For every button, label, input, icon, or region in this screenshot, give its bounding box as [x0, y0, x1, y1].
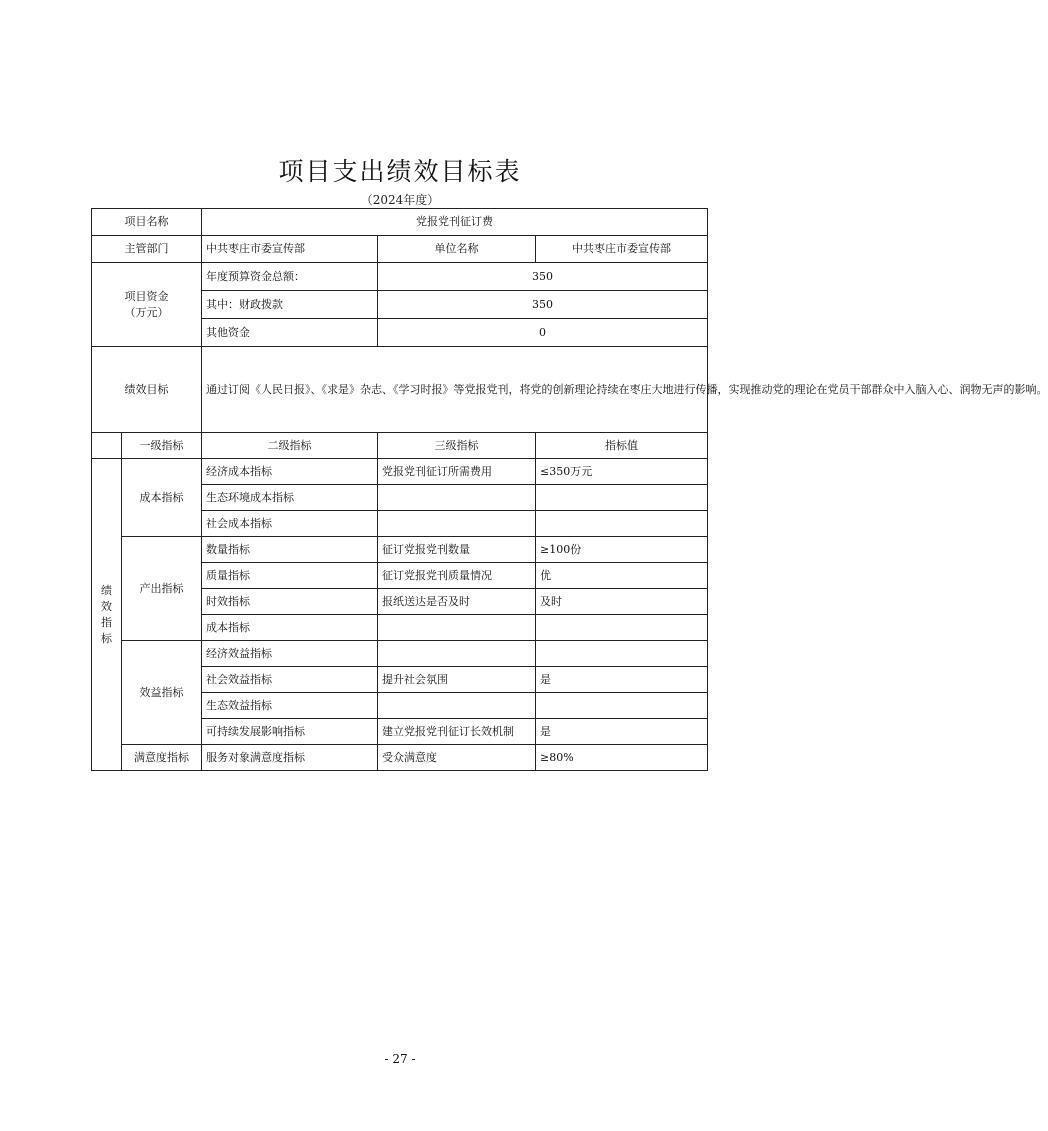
level2-header: 二级指标: [202, 433, 378, 459]
level2-cell: 可持续发展影响指标: [202, 719, 378, 745]
value-cell: [536, 615, 708, 641]
level2-cell: 生态环境成本指标: [202, 485, 378, 511]
value-cell: ≥100份: [536, 537, 708, 563]
level2-cell: 经济效益指标: [202, 641, 378, 667]
project-name-value: 党报党刊征订费: [202, 209, 708, 236]
level3-cell: 提升社会氛围: [378, 667, 536, 693]
indicator-row: [92, 745, 708, 771]
value-cell: [536, 693, 708, 719]
goal-label: 绩效目标: [92, 347, 202, 433]
indicator-row: [92, 537, 708, 563]
funds-total-label: 年度预算资金总额：: [202, 263, 378, 291]
dept-label: 主管部门: [92, 236, 202, 263]
value-cell: 是: [536, 719, 708, 745]
level2-cell: 社会效益指标: [202, 667, 378, 693]
page-title: 项目支出绩效目标表: [278, 157, 522, 186]
level3-cell: [378, 485, 536, 511]
level2-cell: 服务对象满意度指标: [202, 745, 378, 771]
goal-text: 通过订阅《人民日报》、《求是》杂志、《学习时报》等党报党刊，将党的创新理论持续在枣庄大地进行传播，实现推动党的理论在党员干部群众中入脑入心、润物无声的影响。: [202, 347, 708, 433]
value-cell: [536, 485, 708, 511]
value-header: 指标值: [536, 433, 708, 459]
level1-header: 一级指标: [122, 433, 202, 459]
funds-fiscal-value: 350: [378, 291, 708, 319]
value-cell: 及时: [536, 589, 708, 615]
level3-cell: 征订党报党刊质量情况: [378, 563, 536, 589]
value-cell: ≥80%: [536, 745, 708, 771]
page-number: - 27 -: [384, 1052, 416, 1066]
level3-cell: [378, 615, 536, 641]
level3-cell: [378, 511, 536, 537]
satisfaction-indicator-label: 满意度指标: [122, 745, 202, 771]
indicators-side-label: [92, 459, 122, 771]
project-name-row: [92, 209, 708, 236]
funds-label-line2: （万元）: [124, 305, 169, 319]
value-cell: [536, 641, 708, 667]
level2-cell: 生态效益指标: [202, 693, 378, 719]
funds-other-value: 0: [378, 319, 708, 347]
level2-cell: 时效指标: [202, 589, 378, 615]
level3-header: 三级指标: [378, 433, 536, 459]
unit-value: 中共枣庄市委宣传部: [536, 236, 708, 263]
funds-row: [92, 263, 708, 291]
level3-cell: 报纸送达是否及时: [378, 589, 536, 615]
value-cell: 是: [536, 667, 708, 693]
level2-cell: 经济成本指标: [202, 459, 378, 485]
dept-value: 中共枣庄市委宣传部: [202, 236, 378, 263]
performance-target-table: [91, 208, 1048, 771]
level2-cell: 数量指标: [202, 537, 378, 563]
value-cell: 优: [536, 563, 708, 589]
funds-fiscal-label: 其中：财政拨款: [202, 291, 378, 319]
output-indicator-label: 产出指标: [122, 537, 202, 641]
level2-cell: 质量指标: [202, 563, 378, 589]
level3-cell: 党报党刊征订所需费用: [378, 459, 536, 485]
goal-row: [92, 347, 708, 433]
level3-cell: [378, 641, 536, 667]
funds-label-line1: 项目资金: [124, 289, 169, 303]
department-row: [92, 236, 708, 263]
level3-cell: 征订党报党刊数量: [378, 537, 536, 563]
indicators-side-text: 绩效指标: [101, 583, 112, 645]
value-cell: ≤350万元: [536, 459, 708, 485]
header-blank-cell: [92, 433, 122, 459]
level2-cell: 成本指标: [202, 615, 378, 641]
level3-cell: 建立党报党刊征订长效机制: [378, 719, 536, 745]
benefit-indicator-label: 效益指标: [122, 641, 202, 745]
unit-label: 单位名称: [378, 236, 536, 263]
funds-other-label: 其他资金: [202, 319, 378, 347]
level2-cell: 社会成本指标: [202, 511, 378, 537]
indicator-row: [92, 641, 708, 667]
indicator-header-row: [92, 433, 708, 459]
year-subtitle: （2024年度）: [360, 193, 440, 207]
level3-cell: 受众满意度: [378, 745, 536, 771]
funds-total-value: 350: [378, 263, 708, 291]
cost-indicator-label: 成本指标: [122, 459, 202, 537]
indicator-row: [92, 459, 708, 485]
value-cell: [536, 511, 708, 537]
project-name-label: 项目名称: [92, 209, 202, 236]
funds-label: [92, 263, 202, 347]
level3-cell: [378, 693, 536, 719]
